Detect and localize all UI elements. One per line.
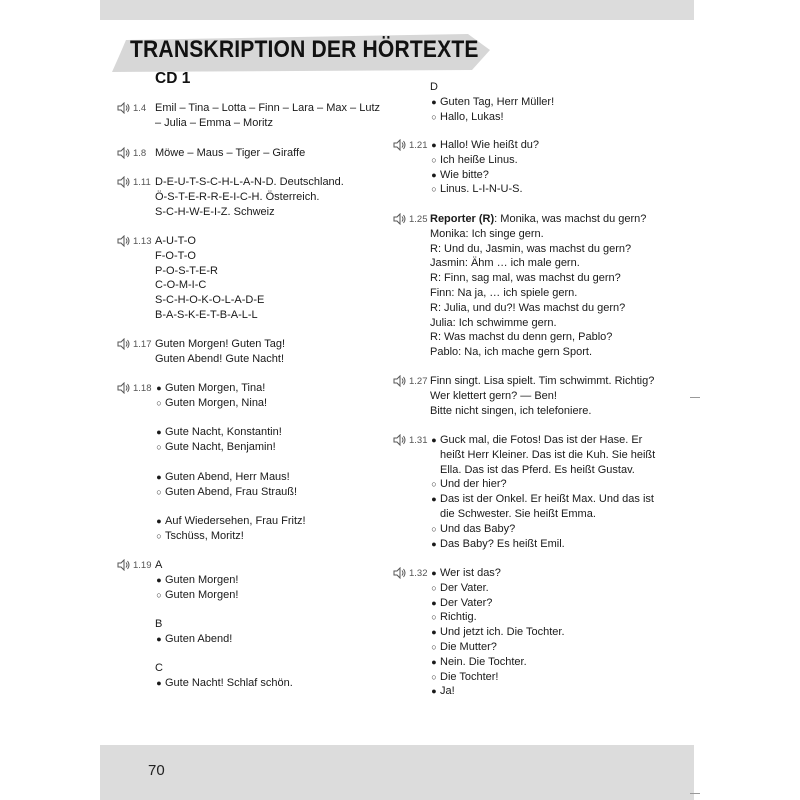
dialogue-line: ● Und jetzt ich. Die Tochter. [431,626,565,639]
section-letter: D [430,81,438,93]
dialogue-line: ● Hallo! Wie heißt du? [431,139,540,151]
filled-bullet-icon: ● [156,427,162,437]
dialogue-line: ● Wer ist das? [431,567,501,579]
speaker-icon [117,382,130,394]
transcript-line: Möwe – Maus – Tiger – Giraffe [155,147,306,159]
transcript-entry [155,234,264,323]
hollow-bullet-icon: ○ [431,154,437,165]
track-number: 1.4 [133,102,147,114]
speaker-icon [393,375,406,387]
transcript-line: P-O-S-T-E-R [155,264,218,277]
transcript-entry [155,175,344,219]
transcript-entry [155,101,380,131]
dialogue-line: ○ Ich heiße Linus. [431,153,518,166]
dialogue-line: ○ Richtig. [431,611,477,624]
dialogue-group [430,433,655,551]
hollow-bullet-icon: ○ [431,671,437,682]
track-marker[interactable] [117,338,152,350]
transcript-line: Finn singt. Lisa spielt. Tim schwimmt. Richtig? [430,375,655,387]
track-number: 1.18 [133,382,152,394]
filled-bullet-icon: ● [431,686,437,697]
dialogue-line: ● Guck mal, die Fotos! Das ist der Hase. Er [431,434,643,446]
track-number: 1.19 [133,559,152,571]
filled-bullet-icon: ● [431,656,437,667]
dialogue-line: ○ Guten Morgen, Nina! [156,396,268,409]
dialogue-line: ○ Die Mutter? [431,640,497,653]
dialogue-line: ○ Guten Morgen! [156,588,239,601]
speaker-icon [117,147,130,159]
transcript-line: Julia: Ich schwimme gern. [430,316,557,329]
dialogue-line: ○ Die Tochter! [431,670,499,683]
hollow-bullet-icon: ○ [431,612,437,623]
speaker-icon [117,235,130,247]
transcript-line: Pablo: Na, ich mache gern Sport. [430,346,593,359]
dialogue-group [430,80,554,124]
filled-bullet-icon: ● [156,574,162,585]
dialogue-group [430,138,539,197]
dialogue-line: ● Guten Tag, Herr Müller! [431,95,555,108]
speaker-icon [393,434,406,446]
dialogue-line: ○ Tschüss, Moritz! [156,529,244,542]
filled-bullet-icon: ● [156,633,162,644]
speaker-icon [393,139,406,151]
dialogue-line: ● Gute Nacht, Konstantin! [156,426,282,438]
track-number: 1.31 [409,434,428,446]
dialogue-line: ● Guten Morgen! [156,573,239,586]
track-marker[interactable] [393,434,428,446]
track-marker[interactable] [393,139,428,151]
transcript-line: A-U-T-O [155,235,196,247]
track-marker[interactable] [393,213,428,225]
dialogue-line: ○ Und der hier? [431,478,507,491]
track-marker[interactable] [117,235,152,247]
speaker-icon [117,338,130,350]
dialogue-line-continued: heißt Herr Kleiner. Das ist die Kuh. Sie heißt [440,448,656,461]
transcript-entry [430,374,654,418]
transcript-line: Guten Abend! Gute Nacht! [155,352,285,365]
filled-bullet-icon: ● [431,494,437,505]
section-letter: A [155,559,163,571]
dialogue-line: ● Guten Abend! [156,632,233,645]
dialogue-line-continued: Ella. Das ist das Pferd. Es heißt Gustav. [440,463,635,476]
track-number: 1.32 [409,567,428,579]
dialogue-line: ○ Der Vater. [431,581,489,594]
hollow-bullet-icon: ○ [431,479,437,490]
dialogue-line: ● Gute Nacht! Schlaf schön. [156,676,293,689]
filled-bullet-icon: ● [156,677,162,688]
dialogue-line: ● Das ist der Onkel. Er heißt Max. Und das ist [431,493,654,506]
hollow-bullet-icon: ○ [156,589,162,600]
hollow-bullet-icon: ○ [156,530,162,541]
header-band [100,0,694,20]
dialogue-group [155,661,293,691]
filled-bullet-icon: ● [431,435,437,445]
dialogue-group [430,566,565,699]
track-marker[interactable] [117,147,146,159]
track-marker[interactable] [117,559,152,571]
filled-bullet-icon: ● [431,169,437,180]
dialogue-line: ○ Hallo, Lukas! [431,110,504,123]
track-number: 1.27 [409,375,428,387]
track-number: 1.11 [133,176,151,188]
dialogue-line: ● Guten Morgen, Tina! [156,382,266,394]
filled-bullet-icon: ● [156,516,162,526]
track-marker[interactable] [117,102,146,114]
hollow-bullet-icon: ○ [431,111,437,122]
edge-tick [690,397,700,398]
transcript-line: S-C-H-O-K-O-L-A-D-E [155,294,265,307]
section-letter: B [155,618,163,630]
transcript-line: Wer klettert gern? — Ben! [430,389,557,402]
hollow-bullet-icon: ○ [431,641,437,652]
page-number: 70 [148,762,165,779]
track-number: 1.21 [409,139,428,151]
speaker-icon [393,567,406,579]
transcript-line: R: Was machst du denn gern, Pablo? [430,331,613,344]
transcript-line: Finn: Na ja, … ich spiele gern. [430,286,578,299]
track-number: 1.8 [133,147,147,159]
filled-bullet-icon: ● [431,568,437,578]
dialogue-line: ● Ja! [431,685,455,698]
hollow-bullet-icon: ○ [431,582,437,593]
transcript-entry [430,212,646,360]
speaker-icon [117,102,130,114]
speaker-icon [393,213,406,225]
dialogue-line: ● Wie bitte? [431,168,489,181]
edge-tick [690,793,700,794]
footer-band [100,745,694,800]
page-title: TRANSKRIPTION DER HÖRTEXTE [130,36,479,63]
transcript-line: R: Und du, Jasmin, was machst du gern? [430,242,632,255]
transcript-line: R: Julia, und du?! Was machst du gern? [430,301,626,314]
cd-label: CD 1 [155,70,191,87]
track-marker[interactable] [393,375,428,387]
dialogue-line: ● Das Baby? Es heißt Emil. [431,537,565,550]
filled-bullet-icon: ● [156,383,162,393]
dialogue-line: ● Guten Abend, Herr Maus! [156,471,290,483]
transcript-entry [155,337,285,367]
dialogue-line: ○ Linus. L-I-N-U-S. [431,183,523,196]
dialogue-line-continued: die Schwester. Sie heißt Emma. [440,507,596,520]
filled-bullet-icon: ● [156,472,162,482]
transcript-line: B-A-S-K-E-T-B-A-L-L [155,308,258,321]
transcript-line: R: Finn, sag mal, was machst du gern? [430,272,621,285]
track-marker[interactable] [393,567,428,579]
transcript-line: Reporter (R): Monika, was machst du gern? [430,213,647,225]
dialogue-group [155,381,267,411]
transcript-line: Guten Morgen! Guten Tag! [155,338,286,350]
filled-bullet-icon: ● [431,140,437,150]
dialogue-group [155,514,306,544]
track-number: 1.17 [133,338,152,350]
hollow-bullet-icon: ○ [431,523,437,534]
dialogue-line: ● Der Vater? [431,596,493,609]
filled-bullet-icon: ● [431,627,437,638]
transcript-line: Monika: Ich singe gern. [430,227,544,240]
speaker-name: Reporter (R) [430,213,495,225]
transcript-line: – Julia – Emma – Moritz [155,116,273,129]
speaker-icon [117,176,130,188]
hollow-bullet-icon: ○ [156,441,162,452]
dialogue-line: ○ Und das Baby? [431,522,516,535]
dialogue-group [155,617,232,647]
dialogue-line: ○ Gute Nacht, Benjamin! [156,440,276,453]
transcript-line: C-O-M-I-C [155,279,207,292]
transcript-line: F-O-T-O [155,249,196,262]
track-marker[interactable] [117,176,151,188]
hollow-bullet-icon: ○ [156,397,162,408]
track-marker[interactable] [117,382,152,394]
transcript-line: Jasmin: Ähm … ich male gern. [430,257,580,270]
dialogue-group [155,425,282,455]
transcript-line: D-E-U-T-S-C-H-L-A-N-D. Deutschland. [155,176,344,188]
dialogue-group [155,470,297,500]
dialogue-line: ● Auf Wiedersehen, Frau Fritz! [156,515,306,527]
filled-bullet-icon: ● [431,96,437,107]
filled-bullet-icon: ● [431,538,437,549]
transcript-entry [155,146,305,161]
transcript-line: S-C-H-W-E-I-Z. Schweiz [155,205,275,218]
section-letter: C [155,662,163,674]
transcript-line: Emil – Tina – Lotta – Finn – Lara – Max – Lutz [155,102,381,114]
track-number: 1.13 [133,235,152,247]
dialogue-line: ● Nein. Die Tochter. [431,655,527,668]
dialogue-line: ○ Guten Abend, Frau Strauß! [156,485,298,498]
dialogue-group [155,558,238,602]
filled-bullet-icon: ● [431,597,437,608]
track-number: 1.25 [409,213,428,225]
hollow-bullet-icon: ○ [431,184,437,195]
hollow-bullet-icon: ○ [156,486,162,497]
transcript-line: Bitte nicht singen, ich telefoniere. [430,404,592,417]
speaker-icon [117,559,130,571]
transcript-line: Ö-S-T-E-R-R-E-I-C-H. Österreich. [155,190,320,203]
